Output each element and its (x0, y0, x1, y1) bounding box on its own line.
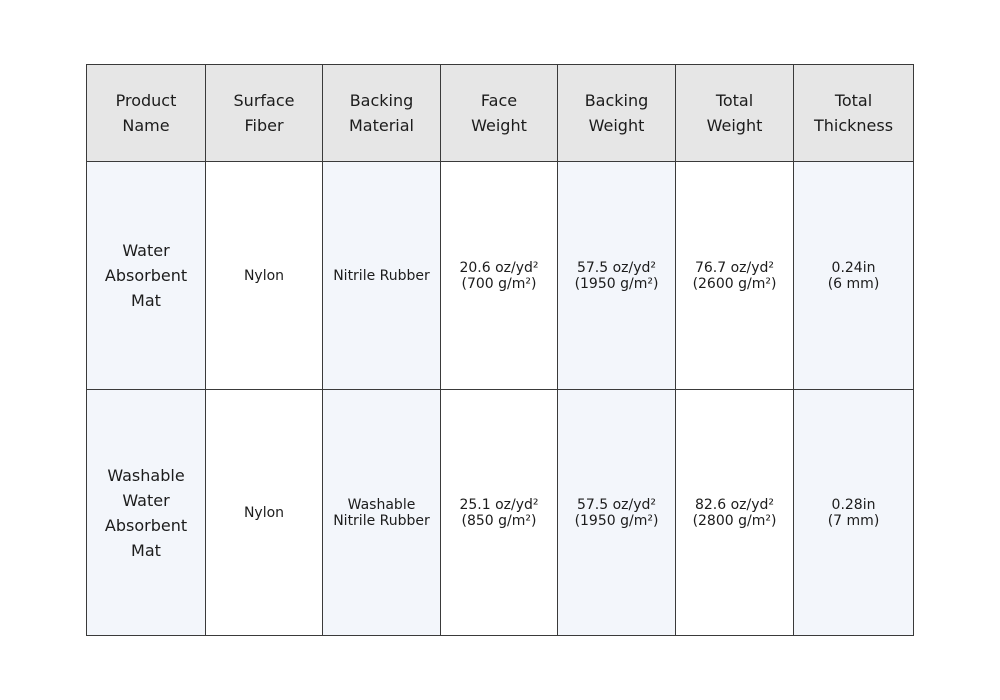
header-surface-fiber: Surface Fiber (206, 65, 323, 162)
header-product-name: Product Name (87, 65, 206, 162)
header-backing-material: Backing Material (323, 65, 441, 162)
cell-product-name: Water Absorbent Mat (87, 162, 206, 390)
cell-face-weight: 20.6 oz/yd² (700 g/m²) (441, 162, 558, 390)
cell-backing-material: Nitrile Rubber (323, 162, 441, 390)
header-face-weight: Face Weight (441, 65, 558, 162)
cell-total-weight: 82.6 oz/yd² (2800 g/m²) (676, 390, 794, 636)
cell-backing-weight: 57.5 oz/yd² (1950 g/m²) (558, 390, 676, 636)
cell-surface-fiber: Nylon (206, 162, 323, 390)
cell-face-weight: 25.1 oz/yd² (850 g/m²) (441, 390, 558, 636)
cell-total-thickness: 0.28in (7 mm) (794, 390, 914, 636)
cell-total-thickness: 0.24in (6 mm) (794, 162, 914, 390)
table-row (87, 390, 914, 636)
cell-backing-material: Washable Nitrile Rubber (323, 390, 441, 636)
cell-total-weight: 76.7 oz/yd² (2600 g/m²) (676, 162, 794, 390)
header-total-weight: Total Weight (676, 65, 794, 162)
cell-product-name: Washable Water Absorbent Mat (87, 390, 206, 636)
table-header-row (87, 65, 914, 162)
cell-backing-weight: 57.5 oz/yd² (1950 g/m²) (558, 162, 676, 390)
header-backing-weight: Backing Weight (558, 65, 676, 162)
table-row (87, 162, 914, 390)
product-spec-table (86, 64, 914, 636)
cell-surface-fiber: Nylon (206, 390, 323, 636)
header-total-thickness: Total Thickness (794, 65, 914, 162)
